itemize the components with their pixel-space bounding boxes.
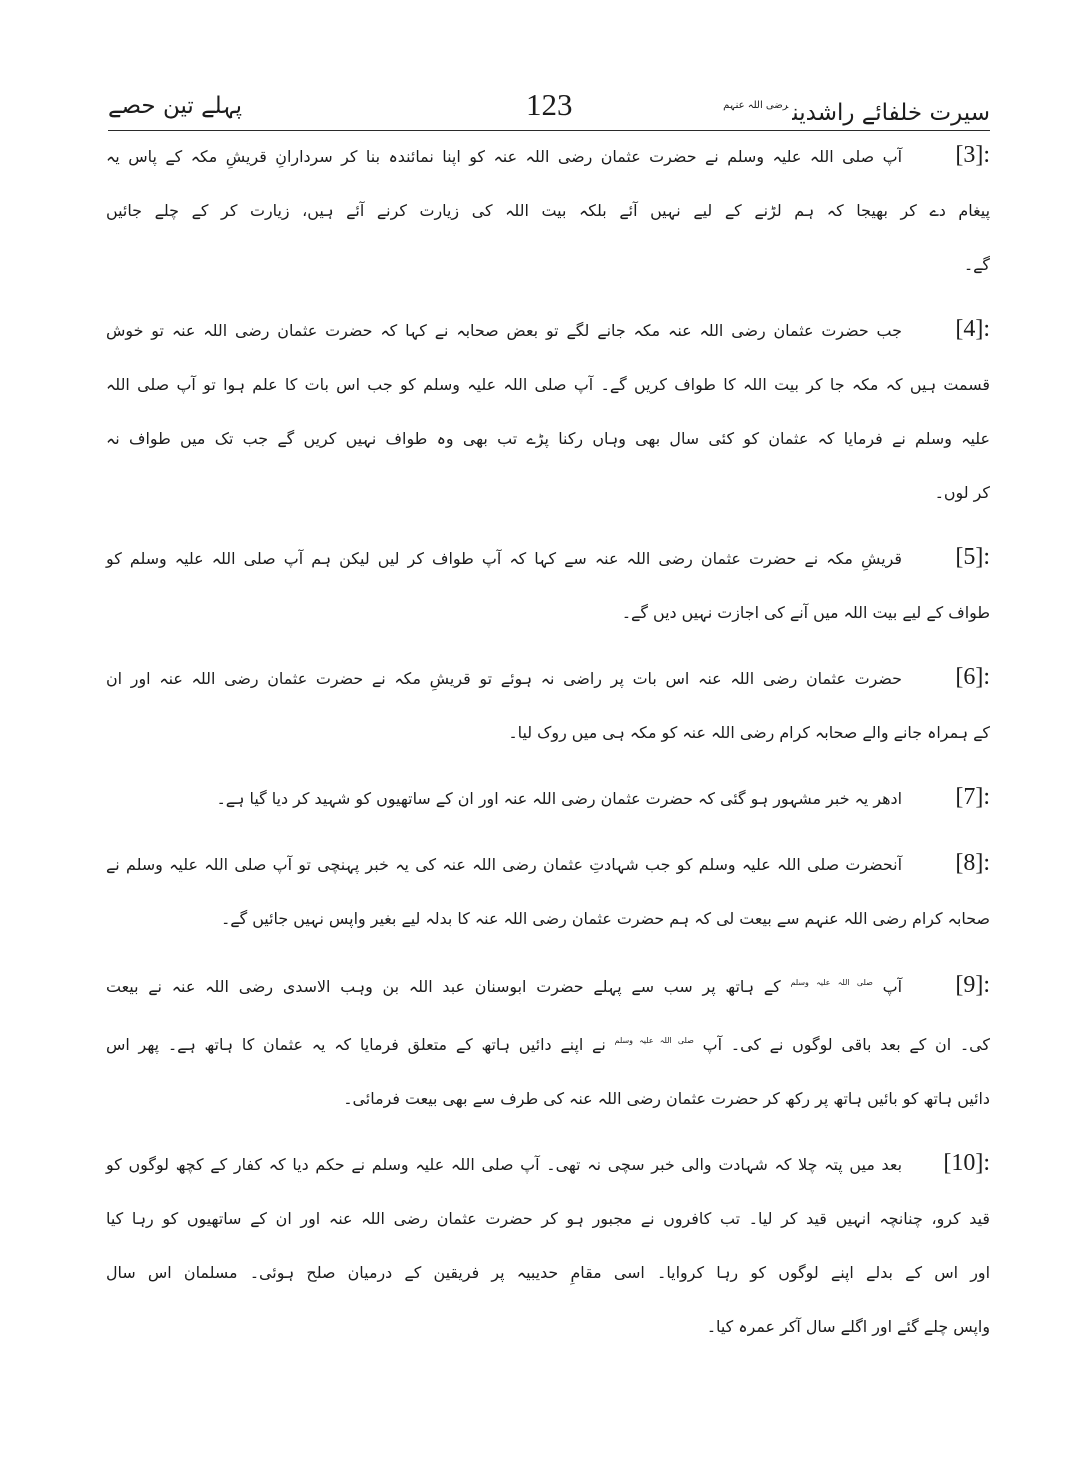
- line-text: جب حضرت عثمان رضی اللہ عنہ مکہ جانے لگے تو بعض صحابہ نے کہا کہ حضرت عثمان رضی اللہ عنہ تو خوش: [106, 321, 902, 340]
- text-line: [106, 1246, 990, 1300]
- line-text: اور اس کے بدلے اپنے لوگوں کو رہا کروایا۔ اسی مقامِ حدیبیہ پر فریقین کے درمیان صلح ہوئی۔ مسلمان اس سال: [106, 1263, 990, 1283]
- line-text-segment: کی۔ ان کے بعد باقی لوگوں نے کی۔ آپ: [702, 1035, 990, 1055]
- text-line: [106, 466, 990, 520]
- paragraph-9: [106, 956, 990, 1126]
- paragraph-8: [106, 836, 990, 946]
- line-text: کر لوں۔: [934, 483, 990, 502]
- line-text: گے۔: [963, 255, 990, 274]
- running-header-book-title: [723, 88, 990, 131]
- book-title-honorific: رضی اللہ عنہم: [723, 100, 789, 111]
- line-text: صحابہ کرام رضی اللہ عنہم سے بیعت لی کہ ہم حضرت عثمان رضی اللہ عنہ کا بدلہ لیے بغیر واپس نہیں جائیں گے۔: [220, 909, 990, 928]
- paragraph-5: [106, 530, 990, 640]
- text-line: [106, 838, 902, 892]
- line-text: پیغام دے کر بھیجا کہ ہم لڑنے کے لیے نہیں آئے بلکہ بیت اللہ کی زیارت کرنے آئے ہیں، زیارت کر کے چلے جائیں: [106, 201, 990, 220]
- line-text: قید کرو، چنانچہ انہیں قید کر لیا۔ تب کافروں نے مجبور ہو کر حضرت عثمان رضی اللہ عنہ اور ان کے ساتھیوں کو رہا کیا: [106, 1209, 990, 1229]
- salawat-honorific: صلی اللہ علیہ وسلم: [614, 1036, 694, 1046]
- paragraph-number: [902, 302, 990, 356]
- text-line: [106, 1072, 990, 1126]
- book-title-text: سیرت خلفائے راشدین: [792, 100, 990, 126]
- paragraph-first-row: [106, 530, 990, 586]
- text-line: [106, 706, 990, 760]
- text-line: [106, 358, 990, 412]
- paragraph-number-text: [8]:: [955, 850, 990, 876]
- line-text: واپس چلے گئے اور اگلے سال آکر عمرہ کیا۔: [706, 1317, 990, 1337]
- paragraph-10: [106, 1136, 990, 1354]
- paragraph-first-row: [106, 650, 990, 706]
- line-text: [106, 1035, 990, 1054]
- line-text-segment: کے ہاتھ پر سب سے پہلے حضرت ابوسنان عبد اللہ بن وہب الاسدی رضی اللہ عنہ نے بیعت: [106, 977, 781, 997]
- line-text: بعد میں پتہ چلا کہ شہادت والی خبر سچی نہ تھی۔ آپ صلی اللہ علیہ وسلم نے حکم دیا کہ کفار کے کچھ لوگوں کو: [106, 1155, 902, 1175]
- text-line: [106, 238, 990, 292]
- text-line: [106, 1014, 990, 1072]
- page-body-text: [106, 128, 990, 1354]
- text-line: [106, 892, 990, 946]
- line-text: دائیں ہاتھ کو بائیں ہاتھ پر رکھ کر حضرت عثمان رضی اللہ عنہ کی طرف سے بھی بیعت فرمائی۔: [343, 1089, 990, 1109]
- text-line: [106, 956, 902, 1014]
- paragraph-number-text: [4]:: [955, 316, 990, 342]
- paragraph-number-text: [10]:: [943, 1150, 990, 1177]
- paragraph-number: [902, 770, 990, 824]
- text-line: [106, 532, 902, 586]
- text-line: [106, 586, 990, 640]
- paragraph-first-row: [106, 302, 990, 358]
- paragraph-number-text: [6]:: [955, 664, 990, 690]
- paragraph-number-text: [5]:: [955, 544, 990, 570]
- text-line: [106, 304, 902, 358]
- running-header-section-title: پہلے تین حصے: [108, 93, 243, 119]
- paragraph-number: [902, 836, 990, 890]
- text-line: [106, 1300, 990, 1354]
- line-text-segment: نے اپنے دائیں ہاتھ کے متعلق فرمایا کہ یہ عثمان کا ہاتھ ہے۔ پھر اس: [106, 1035, 606, 1055]
- paragraph-number: [902, 128, 990, 182]
- paragraph-4: [106, 302, 990, 520]
- text-line: [106, 1138, 902, 1192]
- paragraph-number-text: [3]:: [955, 142, 990, 168]
- line-text: [106, 977, 902, 996]
- line-text: حضرت عثمان رضی اللہ عنہ اس بات پر راضی نہ ہوئے تو قریشِ مکہ نے حضرت عثمان رضی اللہ عنہ اور ان: [106, 669, 902, 688]
- paragraph-7: [106, 770, 990, 826]
- text-line: [106, 130, 902, 184]
- paragraph-number-text: [7]:: [955, 784, 990, 810]
- line-text: علیہ وسلم نے فرمایا کہ عثمان کو کئی سال بھی وہاں رکنا پڑے تب بھی وہ طواف نہیں کریں گے جب تک میں طواف نہ: [106, 429, 990, 448]
- line-text: قسمت ہیں کہ مکہ جا کر بیت اللہ کا طواف کریں گے۔ آپ صلی اللہ علیہ وسلم کو جب اس بات کا علم ہوا تو آپ صلی اللہ: [106, 375, 990, 394]
- paragraph-first-row: [106, 1136, 990, 1192]
- line-text: قریشِ مکہ نے حضرت عثمان رضی اللہ عنہ سے کہا کہ آپ طواف کر لیں لیکن ہم آپ صلی اللہ علیہ وسلم کو: [106, 549, 902, 568]
- page-number: 123: [526, 87, 573, 122]
- paragraph-first-row: [106, 836, 990, 892]
- text-line: [106, 412, 990, 466]
- line-text-segment: آپ: [882, 977, 902, 997]
- paragraph-number: [902, 958, 990, 1012]
- paragraph-6: [106, 650, 990, 760]
- line-text: آپ صلی اللہ علیہ وسلم نے حضرت عثمان رضی اللہ عنہ کو اپنا نمائندہ بنا کر سردارانِ قریشِ مکہ کے پاس یہ: [106, 147, 902, 166]
- paragraph-number: [902, 650, 990, 704]
- paragraph-first-row: [106, 128, 990, 184]
- paragraph-first-row: [106, 770, 990, 826]
- line-text: کے ہمراہ جانے والے صحابہ کرام رضی اللہ عنہ کو مکہ ہی میں روک لیا۔: [508, 723, 990, 742]
- paragraph-first-row: [106, 956, 990, 1014]
- salawat-honorific: صلی اللہ علیہ وسلم: [790, 978, 873, 987]
- paragraph-3: [106, 128, 990, 292]
- paragraph-number: [902, 530, 990, 584]
- text-line: [106, 652, 902, 706]
- text-line: [106, 772, 902, 826]
- line-text: آنحضرت صلی اللہ علیہ وسلم کو جب شہادتِ عثمان رضی اللہ عنہ کی یہ خبر پہنچی تو آپ صلی اللہ علیہ وسلم نے: [106, 855, 902, 874]
- text-line: [106, 184, 990, 238]
- paragraph-number-text: [9]:: [955, 972, 990, 999]
- paragraph-number: [902, 1136, 990, 1190]
- line-text: طواف کے لیے بیت اللہ میں آنے کی اجازت نہیں دیں گے۔: [621, 603, 990, 622]
- text-line: [106, 1192, 990, 1246]
- line-text: ادھر یہ خبر مشہور ہو گئی کہ حضرت عثمان رضی اللہ عنہ اور ان کے ساتھیوں کو شہید کر دیا گیا ہے۔: [216, 789, 902, 808]
